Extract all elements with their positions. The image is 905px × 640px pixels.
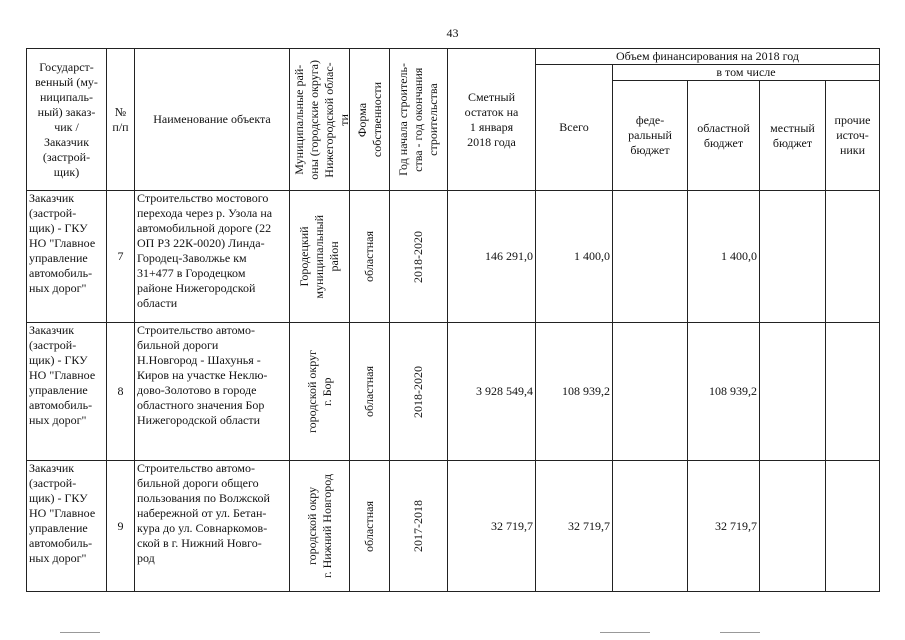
header-regional: областной бюджет bbox=[688, 81, 760, 191]
ownership-cell: областная bbox=[350, 461, 390, 592]
number-cell: 9 bbox=[107, 461, 135, 592]
balance-cell: 3 928 549,4 bbox=[448, 323, 536, 461]
header-other: прочие источ- ники bbox=[826, 81, 880, 191]
local-cell bbox=[760, 323, 826, 461]
district-cell: городской округ г. Бор bbox=[290, 323, 350, 461]
other-cell bbox=[826, 323, 880, 461]
regional-cell: 32 719,7 bbox=[688, 461, 760, 592]
header-number: № п/п bbox=[107, 49, 135, 191]
header-balance: Сметный остаток на 1 января 2018 года bbox=[448, 49, 536, 191]
header-funding: Объем финансирования на 2018 год bbox=[536, 49, 880, 65]
regional-cell: 108 939,2 bbox=[688, 323, 760, 461]
page-number: 43 bbox=[446, 26, 459, 40]
local-cell bbox=[760, 461, 826, 592]
scan-artifact-line bbox=[600, 632, 650, 633]
financing-table bbox=[26, 48, 880, 592]
table-row bbox=[27, 191, 880, 323]
object-name-cell: Строительство мостового перехода через р. Узола на автомобильной дороге (22 ОП РЗ 22К-0020) Линда- Городец-Заволжье км 31+477 в Городецком районе Нижегородской области bbox=[135, 191, 290, 323]
header-row-top bbox=[27, 49, 880, 65]
years-cell: 2018-2020 bbox=[390, 323, 448, 461]
scan-artifact-line bbox=[60, 632, 100, 633]
header-including: в том числе bbox=[613, 65, 880, 81]
header-ownership: Форма собственности bbox=[350, 49, 390, 191]
object-name-cell: Строительство автомо- бильной дороги общего пользования по Волжской набережной от ул. Бетан- кура до ул. Совнаркомов- ской в г. Нижний Новго- род bbox=[135, 461, 290, 592]
years-cell: 2017-2018 bbox=[390, 461, 448, 592]
federal-cell bbox=[613, 323, 688, 461]
object-name-cell: Строительство автомо- бильной дороги Н.Новгород - Шахунья - Киров на участке Неклю- дово-Золотово в городе областного значения Бор Нижегородской области bbox=[135, 323, 290, 461]
total-cell: 108 939,2 bbox=[536, 323, 613, 461]
number-cell: 7 bbox=[107, 191, 135, 323]
table-row bbox=[27, 461, 880, 592]
header-customer: Государст- венный (му- ниципаль- ный) заказ- чик / Заказчик (застрой- щик) bbox=[27, 49, 107, 191]
scan-artifact-line bbox=[720, 632, 760, 633]
balance-cell: 146 291,0 bbox=[448, 191, 536, 323]
regional-cell: 1 400,0 bbox=[688, 191, 760, 323]
ownership-cell: областная bbox=[350, 191, 390, 323]
total-cell: 32 719,7 bbox=[536, 461, 613, 592]
federal-cell bbox=[613, 191, 688, 323]
local-cell bbox=[760, 191, 826, 323]
other-cell bbox=[826, 191, 880, 323]
header-years: Год начала строитель- ства - год окончания строительства bbox=[390, 49, 448, 191]
customer-cell: Заказчик (застрой- щик) - ГКУ НО "Главное управление автомобиль- ных дорог" bbox=[27, 323, 107, 461]
balance-cell: 32 719,7 bbox=[448, 461, 536, 592]
header-local: местный бюджет bbox=[760, 81, 826, 191]
header-total: Всего bbox=[536, 65, 613, 191]
other-cell bbox=[826, 461, 880, 592]
federal-cell bbox=[613, 461, 688, 592]
ownership-cell: областная bbox=[350, 323, 390, 461]
district-cell: городской окру г. Нижний Новгород bbox=[290, 461, 350, 592]
district-cell: Городецкий муниципальный район bbox=[290, 191, 350, 323]
years-cell: 2018-2020 bbox=[390, 191, 448, 323]
header-object-name: Наименование объекта bbox=[135, 49, 290, 191]
customer-cell: Заказчик (застрой- щик) - ГКУ НО "Главное управление автомобиль- ных дорог" bbox=[27, 191, 107, 323]
total-cell: 1 400,0 bbox=[536, 191, 613, 323]
table-row bbox=[27, 323, 880, 461]
customer-cell: Заказчик (застрой- щик) - ГКУ НО "Главное управление автомобиль- ных дорог" bbox=[27, 461, 107, 592]
number-cell: 8 bbox=[107, 323, 135, 461]
header-district: Муниципальные рай- оны (городские округа) Нижегородской облас- ти bbox=[290, 49, 350, 191]
header-federal: феде- ральный бюджет bbox=[613, 81, 688, 191]
